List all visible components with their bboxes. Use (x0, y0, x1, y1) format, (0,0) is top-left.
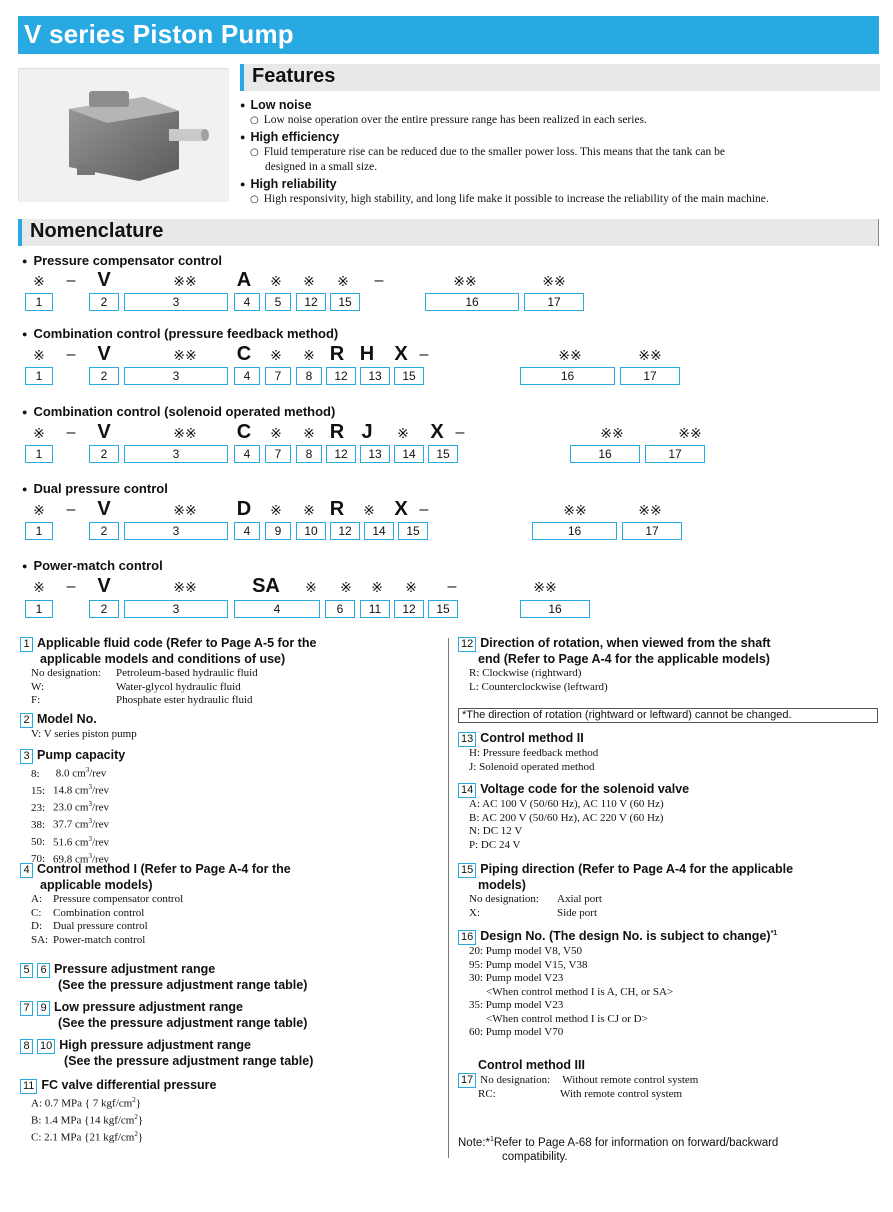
legend-section-1: 1 Applicable fluid code (Refer to Page A-5 for the applicable models and conditions of use) No designation: Petroleum-based hydraulic fluid W: Water-glycol hydraulic fluid F: Phosphate ester hydraulic fluid (20, 636, 440, 708)
features-list (240, 97, 880, 208)
legend-section-14: 14 Voltage code for the solenoid valve A: AC 100 V (50/60 Hz), AC 110 V (60 Hz) B: AC 200 V (50/60 Hz), AC 220 V (60 Hz) N: DC 12 V P: DC 24 V (458, 782, 883, 852)
feature-low-noise: ● Low noise ○ Low noise operation over the entire pressure range has been realized in each series. (240, 97, 880, 128)
pump-image-icon (19, 69, 229, 202)
column-separator (448, 638, 449, 1158)
legend-section-8-10: 8 10 High pressure adjustment range (See the pressure adjustment range table) (20, 1038, 440, 1069)
legend-section-11: 11 FC valve differential pressure A: 0.7 MPa { 7 kgf/$cm^2$} B: 1.4 MPa {14 kgf/$cm^2$} C: 2.1 MPa {21 kgf/$cm^2$} (20, 1078, 440, 1145)
legend-section-17: Control method III 17 No designation: Without remote control system RC: With remote control system (458, 1058, 883, 1102)
control-title-combination-solenoid: ● Combination control (solenoid operated method) (22, 404, 335, 419)
feature-high-efficiency: ● High efficiency ○ Fluid temperature rise can be reduced due to the smaller power loss. This means that the tank can be designed in a small size. (240, 129, 880, 175)
control-title-power-match: ● Power-match control (22, 558, 163, 573)
nomenclature-heading: Nomenclature (18, 219, 879, 246)
pump-photo (18, 68, 228, 201)
legend-section-12: 12 Direction of rotation, when viewed from the shaft end (Refer to Page A-4 for the applicable models) R: Clockwise (rightward) L: Counterclockwise (leftward) (458, 636, 883, 694)
features-heading: Features (240, 64, 880, 91)
footnote: Note:*$^1$Refer to Page A-68 for information on forward/backward compatibility. (458, 1136, 779, 1163)
legend-section-16: 16 Design No. (The design No. is subject to change)$^{*1}$ 20: Pump model V8, V50 95: Pump model V15, V38 30: Pump model V23 <When control method I is A, CH, or SA> 35: Pump model V23 <When control method I is CJ or D> 60: Pump model V70 (458, 926, 883, 1040)
control-title-dual-pressure: ● Dual pressure control (22, 481, 168, 496)
rotation-note: *The direction of rotation (rightward or leftward) cannot be changed. (458, 708, 878, 723)
legend-section-4: 4 Control method I (Refer to Page A-4 for the applicable models) A: Pressure compensator control C: Combination control D: Dual pressure control SA: Power-match control (20, 862, 440, 947)
page-title-bar (18, 16, 879, 54)
legend-section-3: 3 Pump capacity 8: 8.0 $cm^3$/rev 15: 14.8 $cm^3$/rev 23: 23.0 $cm^3$/rev 38: 37.7 $cm^3$/rev 50: 51.6 $cm^3$/rev 70: 69.8 $cm^3$/rev (20, 748, 440, 867)
legend-section-5-6: 5 6 Pressure adjustment range (See the pressure adjustment range table) (20, 962, 440, 993)
legend-section-13: 13 Control method II H: Pressure feedback method J: Solenoid operated method (458, 731, 883, 774)
control-title-pressure-compensator: ● Pressure compensator control (22, 253, 222, 268)
legend-section-7-9: 7 9 Low pressure adjustment range (See the pressure adjustment range table) (20, 1000, 440, 1031)
legend-section-2: 2 Model No. V: V series piston pump (20, 712, 440, 742)
page-title: V series Piston Pump (24, 19, 294, 49)
control-title-combination-feedback: ● Combination control (pressure feedback method) (22, 326, 338, 341)
feature-high-reliability: ● High reliability ○ High responsivity, high stability, and long life make it possible to increase the reliability of the main machine. (240, 176, 880, 207)
legend-section-15: 15 Piping direction (Refer to Page A-4 for the applicable models) No designation: Axial port X: Side port (458, 862, 883, 920)
